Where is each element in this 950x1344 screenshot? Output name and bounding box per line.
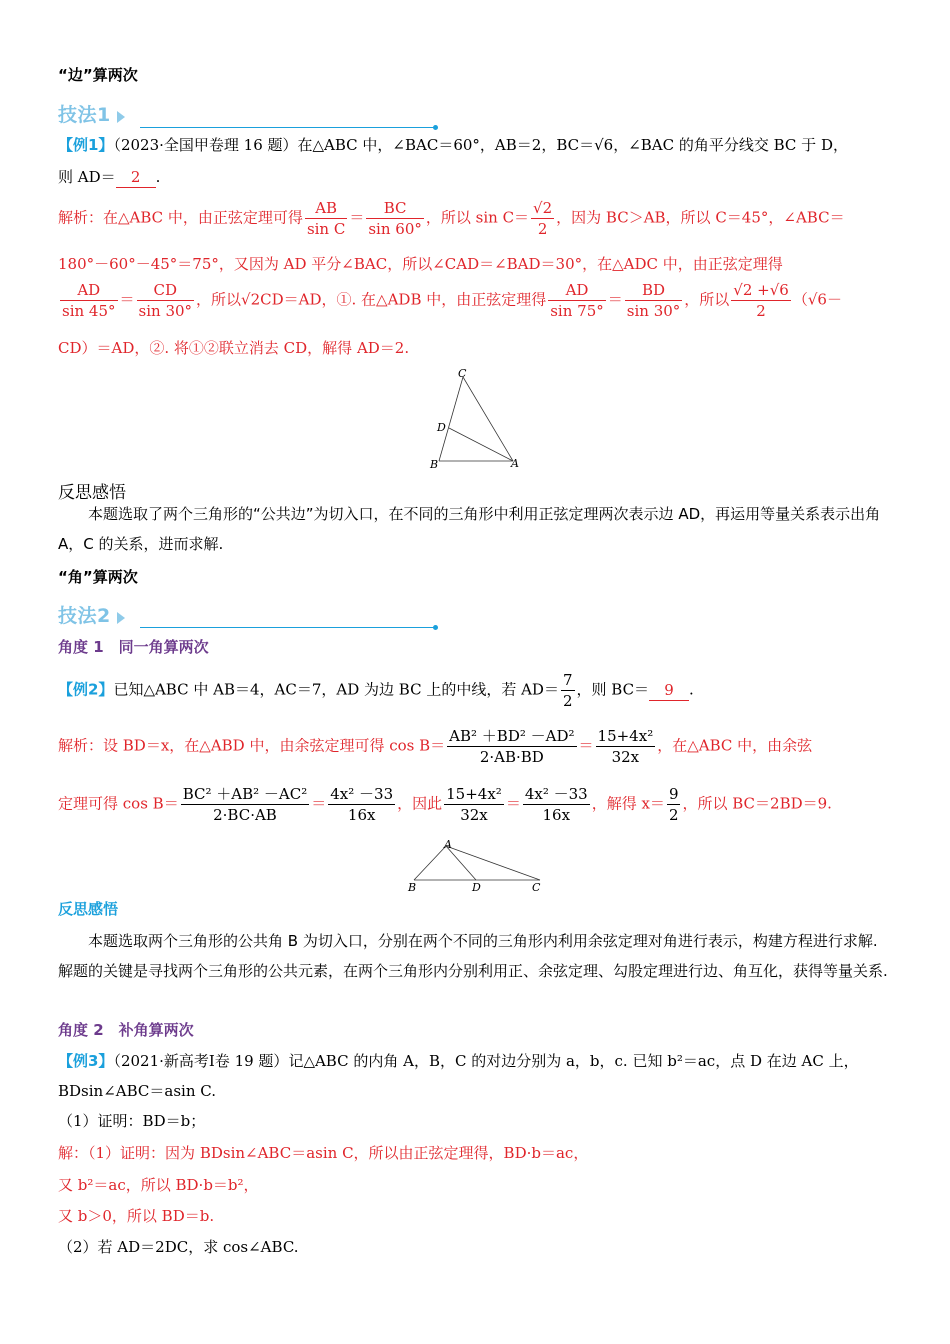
frac-num: CD [137, 280, 195, 301]
frac-den: 2 [562, 692, 573, 710]
frac-den: sin 45° [62, 302, 116, 320]
frac-bc-sin60 [366, 198, 424, 239]
arrow-icon [117, 111, 125, 123]
ex1-s3b: ，所以 [684, 290, 730, 309]
triangle-figure-1 [425, 365, 525, 471]
ex1-answer: 2 [116, 167, 156, 188]
ex2-solution-label: 解析： [58, 736, 104, 755]
ex2-question [58, 670, 694, 711]
ex1-s1b: ，所以 sin C＝ [425, 208, 530, 227]
arrow-icon [117, 612, 125, 624]
ex1-s1a: 在△ABC 中，由正弦定理可得 [103, 208, 303, 227]
ex1-solution-label: 解析： [58, 208, 104, 227]
frac-num: √2 +√6 [733, 281, 789, 299]
ex1-solution-line1: 解析：在△ABC 中，由正弦定理可得 $\frac{AB}{\text{sin C}}$ ＝ $\frac{BC}{\sin 60^\circ}$ ，所以 sin C＝ $\frac{√2}{2}$ ，因为 BC＞AB，所以 C＝45°，∠ABC＝ [58, 199, 845, 238]
ex3-q1: 记△ABC 的内角 A，B，C 的对边分别为 a，b，c. 已知 b²＝ac，点 D 在边 AC 上， [288, 1052, 859, 1070]
frac-num: 15+4x² [446, 785, 502, 803]
frac-4x2-16x-b [523, 784, 590, 825]
frac-ad-sin75 [548, 280, 606, 321]
frac-num: 9 [668, 785, 679, 803]
ex2-qa: 已知△ABC 中 AB＝4，AC＝7，AD 为边 BC 上的中线，若 AD＝ [113, 680, 559, 699]
ex2-solution-line1 [58, 726, 812, 767]
ex1-question-line2 [58, 167, 160, 188]
ex2-label: 【例2】 [58, 680, 114, 699]
ex2-s1b: ＝ [578, 736, 594, 755]
ex2-s2d: ＝ [505, 794, 521, 813]
fig2-label-b: B [408, 881, 417, 894]
ex3-label: 【例3】 [58, 1052, 114, 1070]
frac-bd-sin30 [625, 280, 683, 321]
ex1-s3a: ，所以√2CD＝AD，①. 在△ADB 中，由正弦定理得 [196, 290, 547, 309]
ex2-s2b: ＝ [311, 794, 327, 813]
frac-den: 32x [611, 748, 640, 766]
technique-tag-label: 技法1 [58, 104, 111, 126]
ex1-source: （2023·全国甲卷理 16 题） [113, 136, 298, 154]
fig2-label-a: A [444, 838, 452, 851]
frac-den: 2 [756, 302, 766, 320]
ex3-solution-line2: 又 b²＝ac，所以 BD·b＝b²， [58, 1176, 259, 1194]
ex2-solution-line2 [58, 784, 832, 825]
ex1-q2b: . [155, 168, 161, 186]
reflection-text-2: 本题选取两个三角形的公共角 B 为切入口，分别在两个不同的三角形内利用余弦定理对角进行表示，构建方程进行求解. 解题的关键是寻找两个三角形的公共元素，在两个三角形内分别利用正、余弦定理、勾股定理进行边、角互化，获得等量关系. [58, 932, 888, 980]
ex2-s1a: 设 BD＝x，在△ABD 中，由余弦定理可得 cos B＝ [103, 736, 446, 755]
frac-num: AB² ＋BD² －AD² [449, 727, 575, 745]
frac-ad-sin45 [60, 280, 118, 321]
frac-num: BD [625, 280, 683, 301]
frac-15-32x-b [444, 784, 504, 825]
tag-dot [433, 125, 438, 130]
frac-num: AD [60, 280, 118, 301]
frac-den: sin C [306, 220, 346, 238]
frac-den: sin 30° [626, 302, 681, 320]
triangle-figure-2 [402, 836, 552, 894]
frac-15-32x [596, 726, 656, 767]
ex2-s2e: ，解得 x＝ [591, 794, 665, 813]
ex1-q1: 在△ABC 中，∠BAC＝60°，AB＝2，BC＝√6，∠BAC 的角平分线交 BC 于 D， [297, 136, 848, 154]
section-heading-edge: “边”算两次 [58, 66, 138, 84]
frac-ab-sinc [305, 198, 347, 239]
ex3-question-line1 [58, 1051, 859, 1071]
ex3-solution-line3: 又 b＞0，所以 BD＝b. [58, 1207, 215, 1225]
frac-num: 7 [562, 671, 573, 689]
technique-tag-2 [58, 601, 125, 628]
frac-cd-sin30 [137, 280, 195, 321]
section-heading-angle: “角”算两次 [58, 568, 138, 586]
ex3-a1: （1）证明：因为 BDsin∠ABC＝asin C，所以由正弦定理得，BD·b＝ac， [88, 1144, 589, 1162]
ex2-qc: . [689, 680, 694, 699]
ex3-source: （2021·新高考Ⅰ卷 19 题） [113, 1052, 289, 1070]
ex1-s3c: （√6－ [792, 290, 842, 309]
frac-root2-2 [531, 198, 554, 239]
frac-num: BC [366, 198, 424, 219]
frac-cos-abd [447, 726, 576, 767]
frac-num: BC² ＋AB² －AC² [182, 785, 308, 803]
fig1-label-d: D [437, 421, 446, 434]
ex1-question-line1 [58, 135, 848, 155]
frac-7-2 [561, 670, 575, 711]
ex3-solution-line1 [58, 1143, 588, 1163]
frac-num: AB [305, 198, 347, 219]
frac-den: 16x [347, 806, 376, 824]
ex1-label: 【例1】 [58, 136, 114, 154]
frac-den: sin 75° [550, 302, 604, 320]
ex2-s1c: ，在△ABC 中，由余弦 [657, 736, 813, 755]
angle-1-title: 角度 1 同一角算两次 [58, 638, 209, 656]
ex2-qb: ，则 BC＝ [576, 680, 650, 699]
ex3-part1: （1）证明：BD＝b； [58, 1112, 206, 1130]
ex1-solution-line4: CD）＝AD，②. 将①②联立消去 CD，解得 AD＝2. [58, 339, 410, 357]
fig2-label-d: D [472, 881, 481, 894]
fig1-label-a: A [511, 457, 519, 470]
ex2-s2f: ，所以 BC＝2BD＝9. [682, 794, 832, 813]
ex1-s1c: ，因为 BC＞AB，所以 C＝45°，∠ABC＝ [556, 208, 845, 227]
fig1-label-b: B [430, 458, 439, 471]
frac-4x2-16x [328, 784, 395, 825]
frac-cos-abc [181, 784, 310, 825]
frac-den: 2·AB·BD [479, 748, 544, 766]
ex3-part2: （2）若 AD＝2DC，求 cos∠ABC. [58, 1238, 299, 1256]
technique-tag-label: 技法2 [58, 605, 111, 627]
frac-den: 2 [668, 806, 679, 824]
ex1-solution-line2: 180°－60°－45°＝75°，又因为 AD 平分∠BAC，所以∠CAD＝∠BAD＝30°，在△ADC 中，由正弦定理得 [58, 255, 783, 273]
ex3-question-line2: BDsin∠ABC＝asin C. [58, 1082, 216, 1100]
angle-2-title: 角度 2 补角算两次 [58, 1021, 194, 1039]
ex1-q2a: 则 AD＝ [58, 168, 116, 186]
frac-den: 32x [460, 806, 488, 824]
frac-9-2 [667, 784, 681, 825]
frac-den: sin 30° [138, 302, 193, 320]
reflection-title-1: 反思感悟 [58, 483, 126, 503]
ex2-answer: 9 [649, 680, 689, 701]
frac-den: sin 60° [368, 220, 422, 238]
frac-den: 2 [537, 220, 548, 238]
frac-num: 15+4x² [597, 727, 654, 745]
reflection-title-2: 反思感悟 [58, 900, 119, 918]
fig1-label-c: C [458, 367, 467, 380]
frac-den: 16x [542, 806, 571, 824]
technique-tag-1 [58, 100, 125, 127]
frac-num: 4x² －33 [524, 785, 588, 803]
frac-root2root6-2 [731, 280, 791, 321]
tag-underline [140, 627, 434, 628]
frac-den: 2·BC·AB [213, 806, 277, 824]
fig2-label-c: C [532, 881, 541, 894]
tag-dot [433, 625, 438, 630]
ex2-s2c: ，因此 [397, 794, 443, 813]
ex1-solution-line3: $\frac{AD}{\sin 45^\circ}$ ＝ $\frac{CD}{\sin 30^\circ}$ ，所以√2CD＝AD，①. 在△ADB 中，由正弦定理得 $\frac{AD}{\sin 75^\circ}$ ＝ $\frac{BD}{\sin 30^\circ}$ ，所以 $\frac{√2 +√6}{2}$ （√6－ [62, 281, 842, 320]
frac-num: 4x² －33 [330, 785, 394, 803]
ex2-s2a: 定理可得 cos B＝ [58, 794, 179, 813]
reflection-text-1: 本题选取了两个三角形的“公共边”为切入口，在不同的三角形中利用正弦定理两次表示边 AD，再运用等量关系表示出角 A，C 的关系，进而求解. [58, 505, 881, 553]
ex3-solution-label: 解： [58, 1144, 89, 1162]
frac-num: AD [548, 280, 606, 301]
tag-underline [140, 127, 434, 128]
frac-num: √2 [533, 199, 553, 217]
